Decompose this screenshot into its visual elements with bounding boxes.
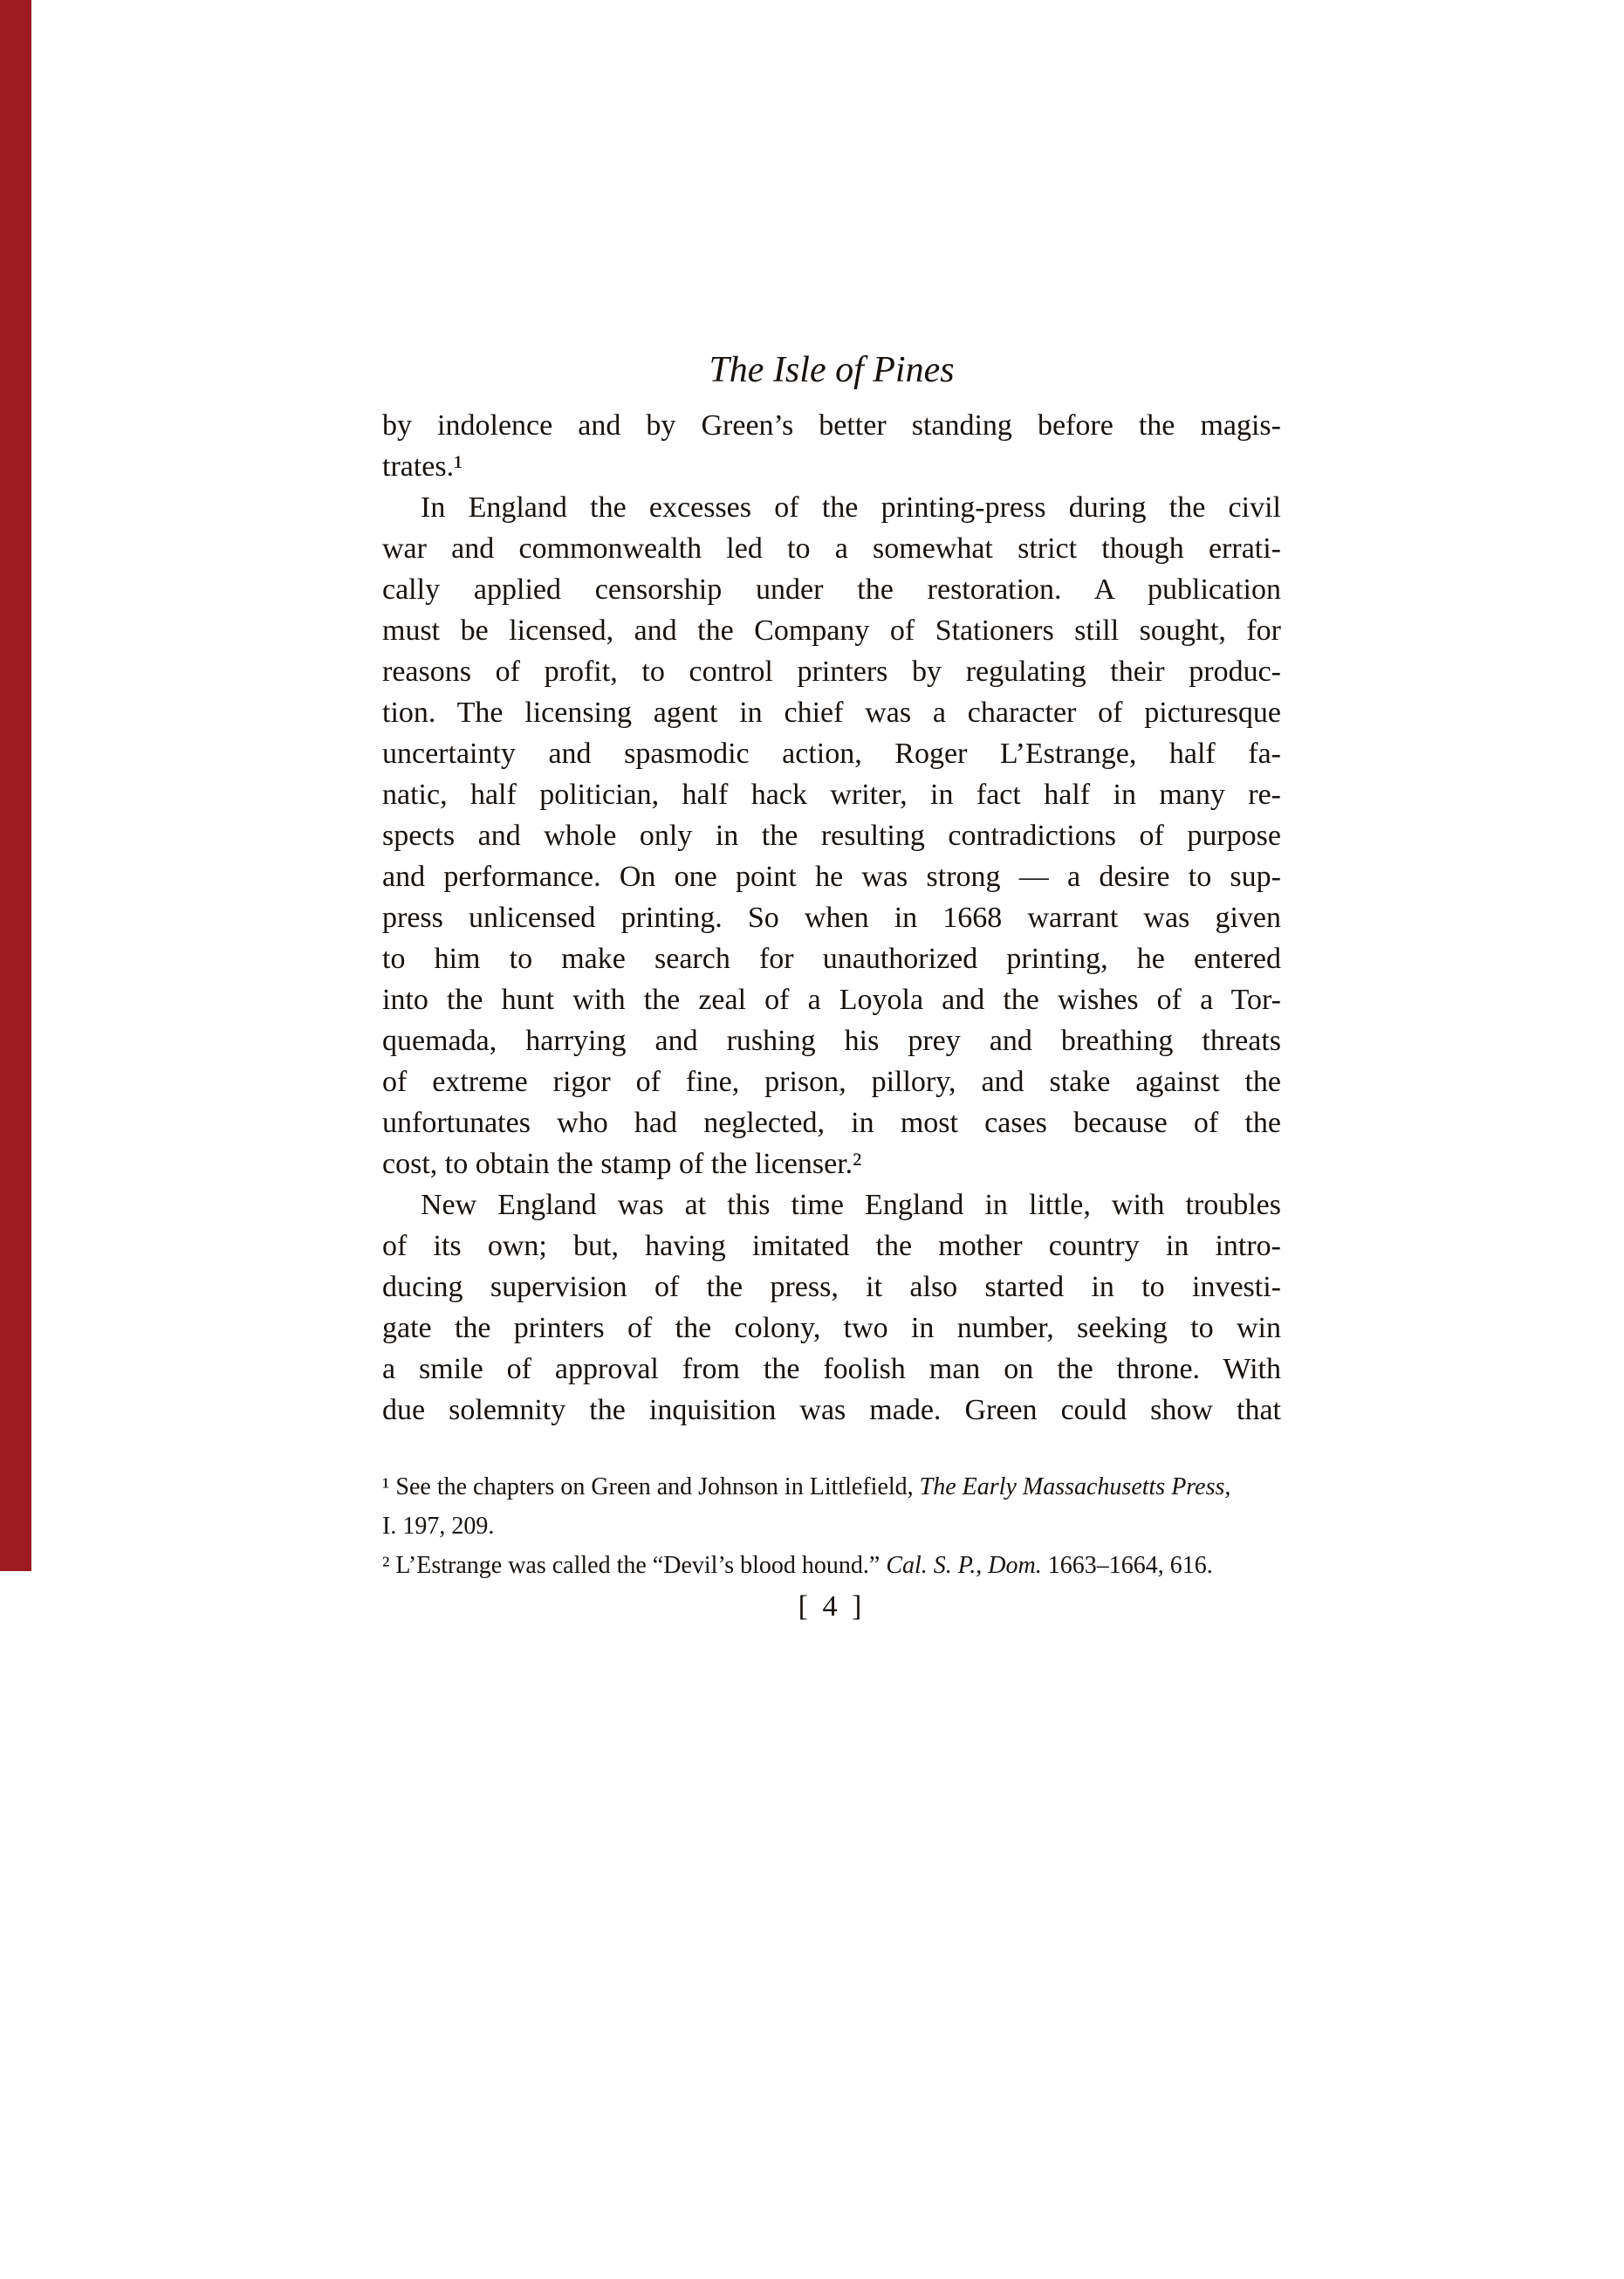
footnote-italic-text: Cal. S. P., Dom. xyxy=(886,1552,1042,1579)
text-line: cost, to obtain the stamp of the licenser.² xyxy=(382,1148,862,1180)
footnote xyxy=(382,1546,1281,1585)
footnote-text: ² L’Estrange was called the “Devil’s blood hound.” xyxy=(382,1552,887,1579)
text-line: and performance. On one point he was strong — a desire to sup- xyxy=(382,861,1281,893)
text-line: trates.¹ xyxy=(382,450,463,483)
text-line: cally applied censorship under the restoration. A publication xyxy=(382,573,1281,606)
footnotes xyxy=(382,1467,1281,1585)
footnote-italic-text: The Early Massachusetts Press, xyxy=(919,1473,1231,1500)
footnote-text: 1663–1664, 616. xyxy=(1041,1552,1213,1579)
text-line: must be licensed, and the Company of Stationers still sought, for xyxy=(382,614,1281,647)
text-line: to him to make search for unauthorized printing, he entered xyxy=(382,943,1281,975)
paragraph xyxy=(382,487,1281,1184)
text-line: a smile of approval from the foolish man on the throne. With xyxy=(382,1353,1281,1385)
footnote-text: ¹ See the chapters on Green and Johnson in Littlefield, xyxy=(382,1473,920,1500)
text-line: gate the printers of the colony, two in number, seeking to win xyxy=(382,1312,1281,1344)
footnote-line xyxy=(382,1507,1281,1546)
scan-edge-strip xyxy=(0,0,31,1571)
footnote-line xyxy=(382,1467,1281,1507)
paragraph xyxy=(382,405,1281,487)
text-line: reasons of profit, to control printers by regulating their produc- xyxy=(382,656,1281,688)
page-title: The Isle of Pines xyxy=(709,350,955,390)
text-line: into the hunt with the zeal of a Loyola and the wishes of a Tor- xyxy=(382,984,1281,1016)
text-line: tion. The licensing agent in chief was a character of picturesque xyxy=(382,697,1281,729)
text-line: ducing supervision of the press, it also started in to investi- xyxy=(382,1271,1281,1303)
text-line: natic, half politician, half hack writer, in fact half in many re- xyxy=(382,779,1281,811)
text-line: of its own; but, having imitated the mother country in intro- xyxy=(382,1230,1281,1262)
body-text xyxy=(382,405,1281,1431)
text-line: due solemnity the inquisition was made. Green could show that xyxy=(382,1394,1281,1426)
text-line: New England was at this time England in little, with troubles xyxy=(421,1189,1281,1221)
footnote-line xyxy=(382,1546,1281,1585)
footnote-text: I. 197, 209. xyxy=(382,1513,495,1540)
text-line: uncertainty and spasmodic action, Roger L’Estrange, half fa- xyxy=(382,738,1281,770)
text-line: quemada, harrying and rushing his prey and breathing threats xyxy=(382,1025,1281,1057)
text-line: press unlicensed printing. So when in 1668 warrant was given xyxy=(382,902,1281,934)
footnote xyxy=(382,1467,1281,1546)
text-line: of extreme rigor of fine, prison, pillory, and stake against the xyxy=(382,1066,1281,1098)
paragraph xyxy=(382,1184,1281,1431)
text-line: by indolence and by Green’s better standing before the magis- xyxy=(382,409,1281,442)
text-line: spects and whole only in the resulting contradictions of purpose xyxy=(382,820,1281,852)
text-line: unfortunates who had neglected, in most cases because of the xyxy=(382,1107,1281,1139)
text-line: In England the excesses of the printing-press during the civil xyxy=(421,491,1281,524)
text-block xyxy=(382,349,1281,1623)
text-line: war and commonwealth led to a somewhat strict though errati- xyxy=(382,532,1281,565)
page-number: [ 4 ] xyxy=(798,1590,866,1623)
